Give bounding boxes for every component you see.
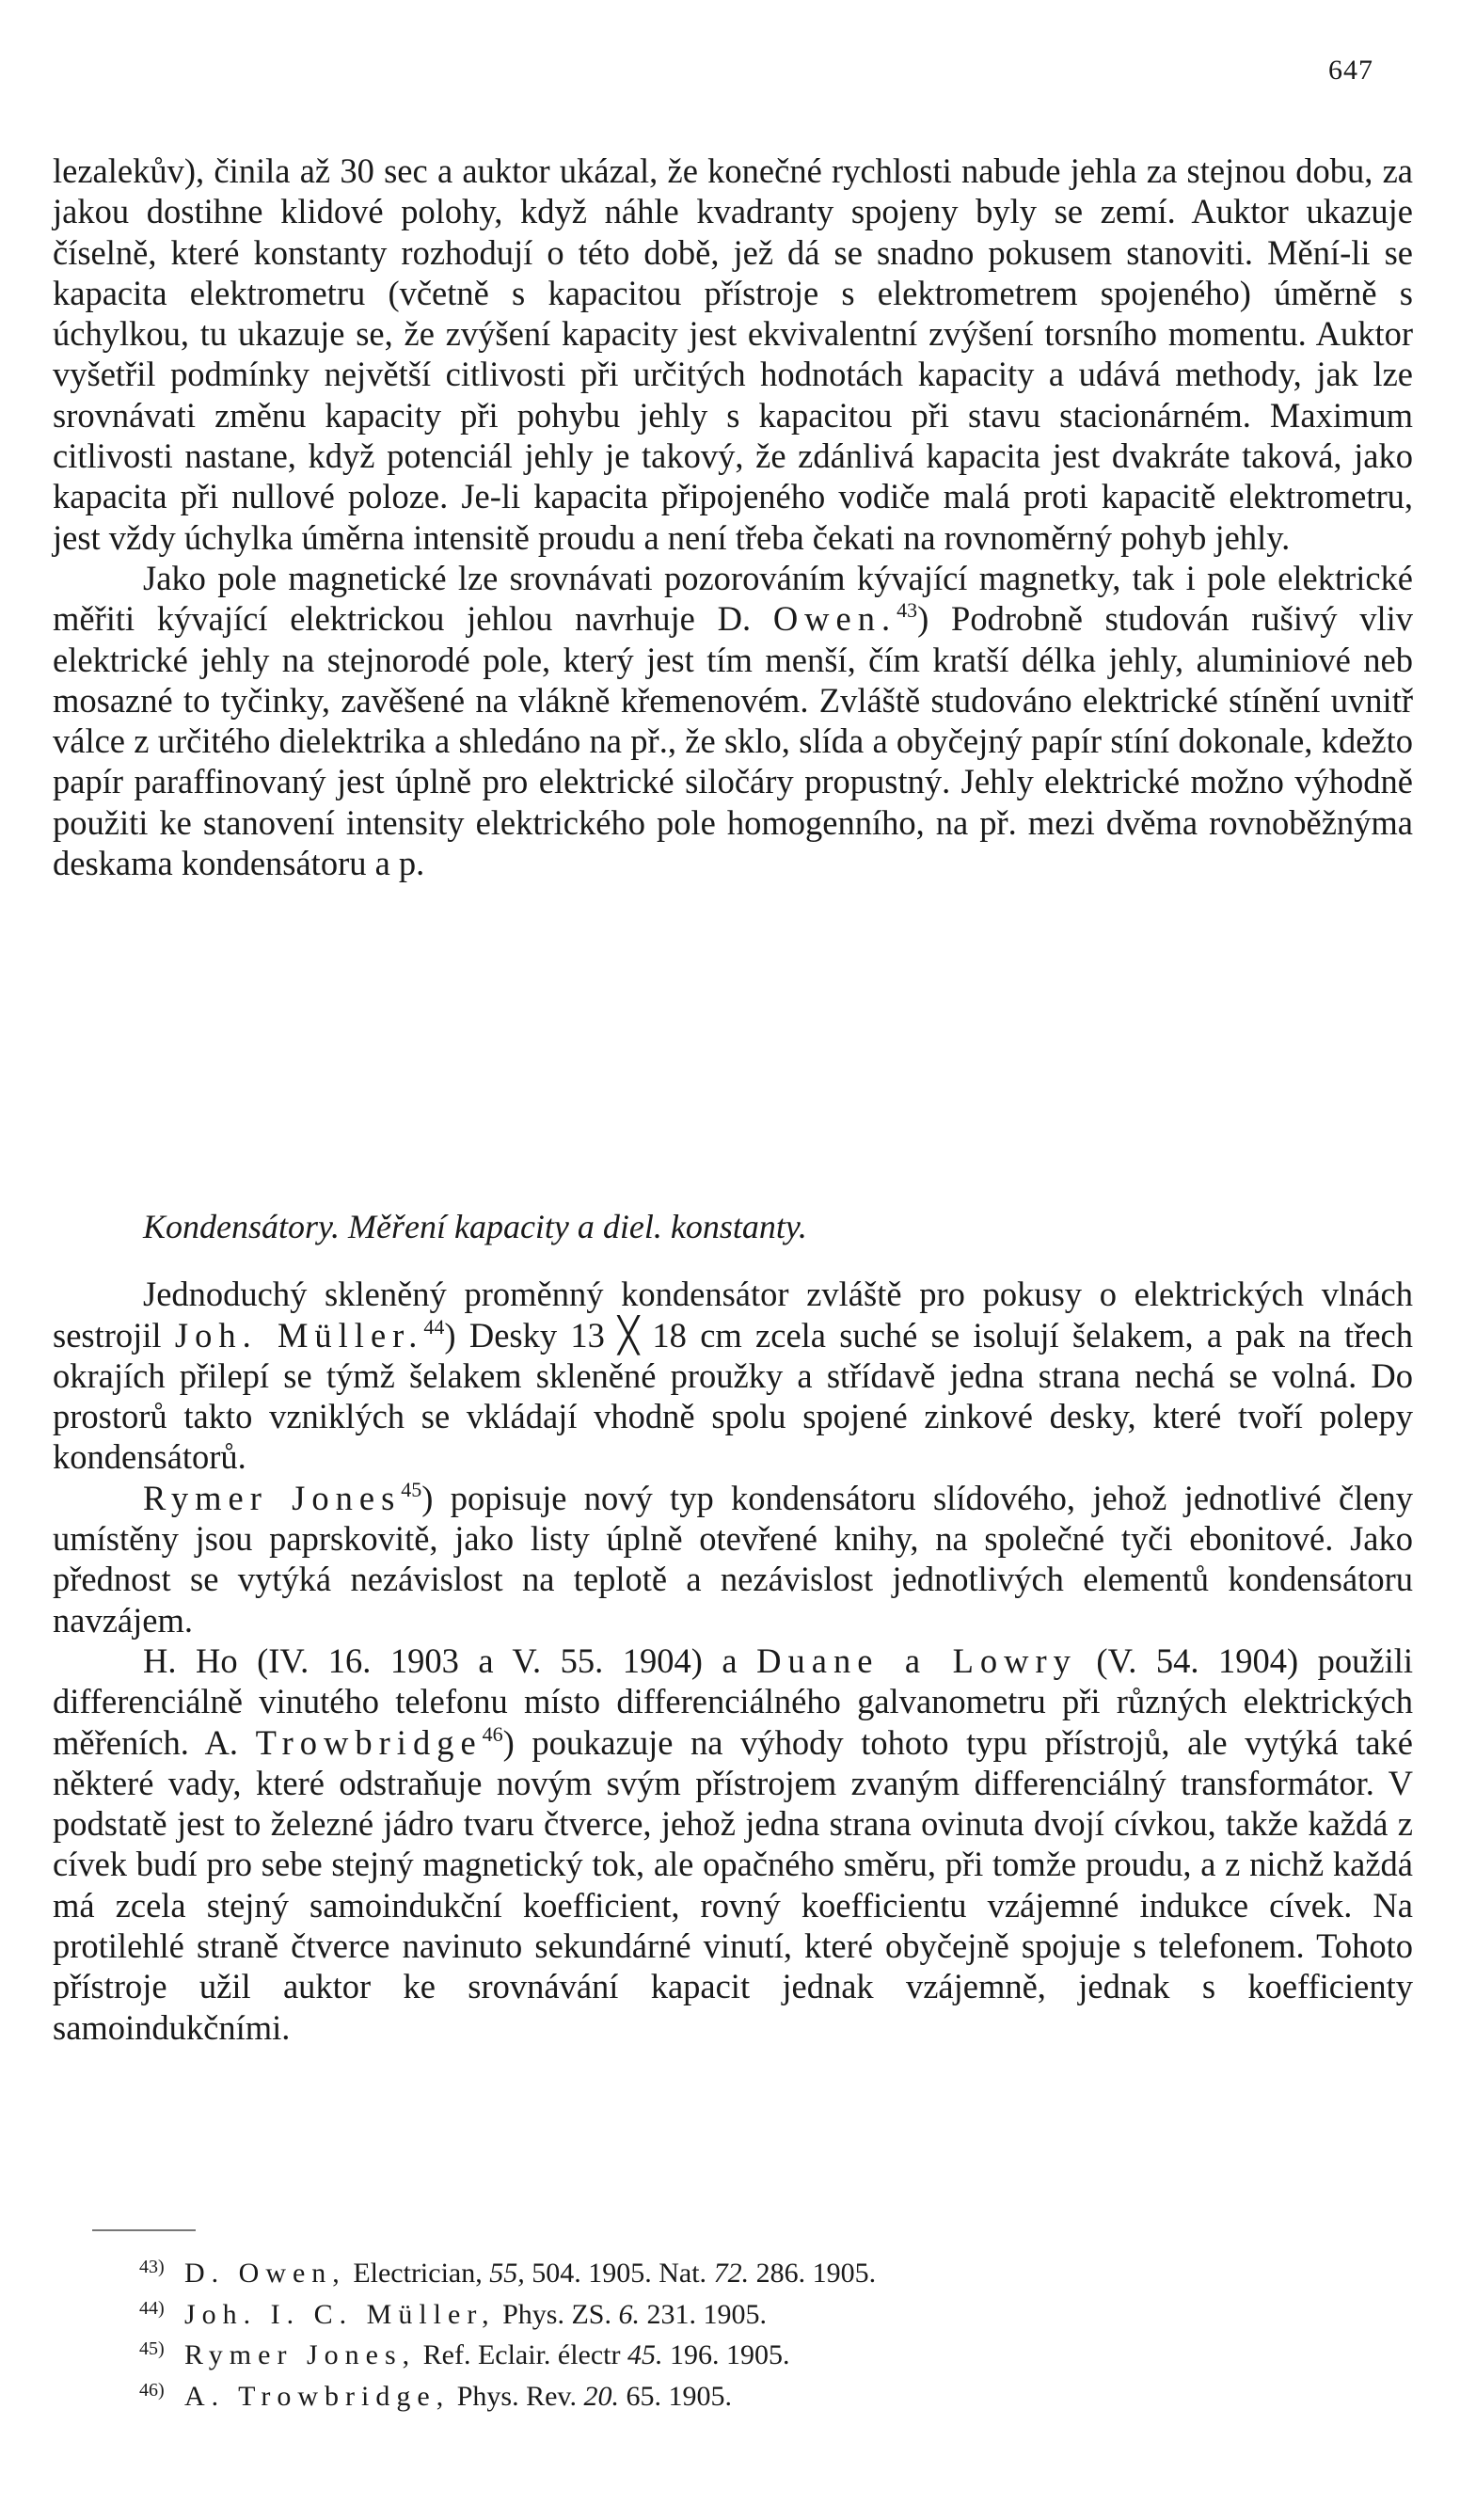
jones-text-after: ) popisuje nový typ kondensátoru slídového, jehož jednotlivé členy umístěny jsou paprskovitě, jako listy úplně otevřené knihy, na společné tyči ebonitové. Jako přednost se vytýká nezávislost na teplotě a nezávislost jednotlivých elementů kondensátoru navzájem. [53,1478,1413,1640]
author-ho: H. Ho [143,1640,238,1680]
footnotes [139,2250,1362,2414]
paragraph-muller [53,1274,1413,1477]
ho-middle-text: (IV. 16. 1903 a V. 55. 1904) a [237,1640,757,1680]
footnote-ref-45: 45 [401,1477,422,1501]
footnote-volume: 20. [583,2380,619,2412]
body-text-top [53,151,1413,883]
footnote-46 [139,2373,1362,2415]
footnote-author: Rymer Jones, [184,2339,417,2370]
footnote-45 [139,2332,1362,2373]
footnote-volume: 55, [489,2258,525,2289]
muller-text-before: Jednoduchý skleněný proměnný kondensátor zvláště pro pokusy o elektrických vlnách sestrojil [53,1275,1413,1355]
paragraph-owen [53,558,1413,883]
footnote-source: Electrician, [345,2258,490,2289]
footnote-rest: 504. 1905. Nat. [524,2258,714,2289]
trowbridge-text-after: ) poukazuje na výhody tohoto typu přístrojů, ale vytýká také některé vady, které odstraňuje novým svým přístrojem zvaným differenciálný transformátor. V podstatě jest to železné jádro tvaru čtverce, jehož jedna strana ovinuta dvojí cívkou, takže každá z cívek budí pro sebe stejný magnetický tok, ale opačného směru, při tomže proudu, a z nichž každá má zcela stejný samoindukční koefficient, rovný koefficientu vzájemné indukce cívek. Na protilehlé straně čtverce navinuto sekundárné vinutí, které obyčejně spojuje s telefonem. Tohoto přístroje užil auktor ke srovnávání kapacit jednak vzájemně, jednak s koefficienty samoindukčními. [53,1722,1413,2047]
owen-text-before: Jako pole magnetické lze srovnávati pozorováním kývající magnetky, tak i pole elektrické měřiti kývající elektrickou jehlou navrhuje D. [53,558,1413,639]
footnote-volume: 6. [618,2298,640,2330]
author-duane-lowry: Duane a Lowry [756,1640,1077,1680]
footnote-ref-44: 44 [423,1314,445,1339]
author-trowbridge: Trowbridge [255,1722,483,1762]
muller-text-after: ) Desky 13 ╳ 18 cm zcela suché se isolují šelakem, a pak na třech okrajích přilepí se týmž šelakem skleněné proužky a střídavě jedna strana nechá se volná. Do prostorů takto vzniklých se vkládají vhodně spolu spojené zinkové desky, které tvoří polepy kondensátorů. [53,1315,1413,1477]
footnote-mark: 43) [139,2257,165,2277]
page-number: 647 [1328,55,1373,86]
owen-text-after: ) Podrobně studován rušivý vliv elektrické jehly na stejnorodé pole, který jest tím menší, čím kratší délka jehly, aluminiové neb mosazné to tyčinky, zavěšené na vlákně křemenovém. Zvláště studováno elektrické stínění uvnitř válce z určitého dielektrika a shledáno na př., že sklo, slída a obyčejný papír stíní dokonale, kdežto papír paraffinovaný jest úplně pro elektrické siločáry propustný. Jehly elektrické možno výhodně použiti ke stanovení intensity elektrického pole homogenního, na př. mezi dvěma rovnoběžnýma deskama kondensátoru a p. [53,599,1413,883]
footnote-rest-2: 286. 1905. [749,2258,877,2289]
footnote-author: D. Owen, [184,2258,346,2289]
footnote-source: Phys. ZS. [495,2298,619,2330]
footnote-source: Phys. Rev. [450,2380,584,2412]
footnote-mark: 45) [139,2338,165,2359]
author-owen: Owen. [772,599,897,639]
footnote-source: Ref. Eclair. électr [416,2339,628,2370]
ho-middle-text-2: (V. 54. 1904) použili differenciálně vinutého telefonu místo differenciálného galvanometru při různých elektrických měřeních. A. [53,1640,1414,1762]
paragraph-electrometer: lezalekův), činila až 30 sec a auktor ukázal, že konečné rychlosti nabude jehla za stejnou dobu, za jakou dostihne klidové polohy, když náhle kvadranty spojeny byly se zemí. Auktor ukazuje číselně, které konstanty rozhodují o této době, jež dá se snadno pokusem stanoviti. Mění-li se kapacita elektrometru (včetně s kapacitou přístroje s elektrometrem spojeného) úměrně s úchylkou, tu ukazuje se, že zvýšení kapacity jest ekvivalentní zvýšení torsního momentu. Auktor vyšetřil podmínky největší citlivosti při určitých hodnotách kapacity a udává methody, jak lze srovnávati změnu kapacity při pohybu jehly s kapacitou při stavu stacionárném. Maximum citlivosti nastane, když potenciál jehly je takový, že zdánlivá kapacita jest dvakráte taková, jako kapacita při nullové poloze. Je-li kapacita připojeného vodiče malá proti kapacitě elektrometru, jest vždy úchylka úměrna intensitě proudu a není třeba čekati na rovnoměrný pohyb jehly. [53,151,1413,557]
body-text-bottom [53,1207,1413,2048]
footnote-divider [92,2229,196,2231]
footnote-43 [139,2250,1362,2291]
footnote-volume: 45. [627,2339,663,2370]
section-heading: Kondensátory. Měření kapacity a diel. konstanty. [143,1208,807,1245]
footnote-44 [139,2291,1362,2333]
author-rymer-jones: Rymer Jones [143,1478,402,1517]
footnote-author: Joh. I. C. Müller, [184,2298,496,2330]
footnote-ref-43: 43 [897,598,918,623]
footnote-rest: 65. 1905. [618,2380,732,2412]
footnote-rest: 231. 1905. [640,2298,767,2330]
paragraph-ho-trowbridge [53,1640,1413,2048]
author-muller: Joh. Müller. [174,1315,424,1355]
footnote-author: A. Trowbridge, [184,2380,451,2412]
footnote-mark: 44) [139,2297,165,2319]
footnote-ref-46: 46 [482,1721,503,1746]
paragraph-jones [53,1478,1413,1640]
footnote-mark: 46) [139,2379,165,2401]
footnote-rest: 196. 1905. [662,2339,790,2370]
footnote-volume-2: 72. [713,2258,750,2289]
